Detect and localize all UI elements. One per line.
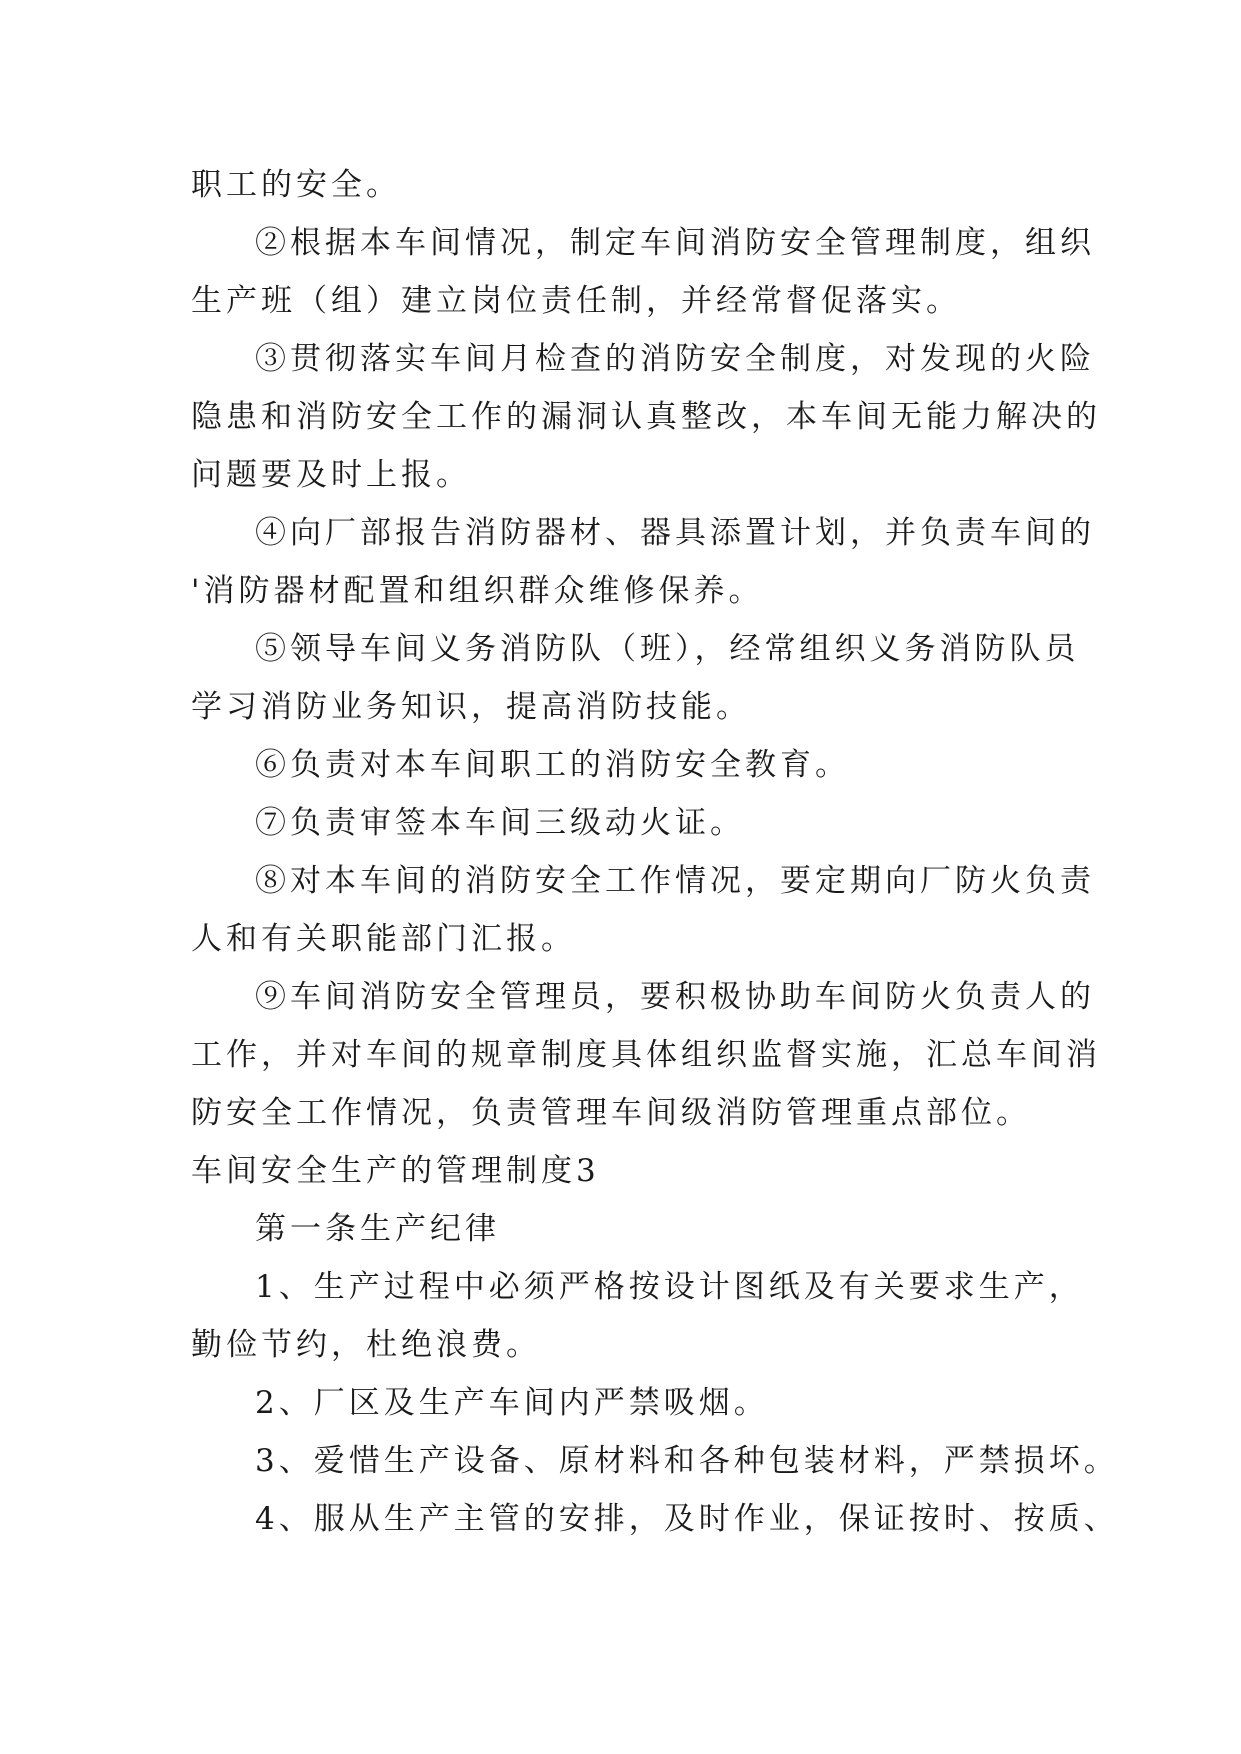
text-line: 勤俭节约，杜绝浪费。: [191, 1327, 541, 1363]
document-body: [191, 156, 1119, 1548]
text-line: ⑤领导车间义务消防队（班），经常组织义务消防队员: [255, 631, 1080, 667]
text-line: ⑦负责审签本车间三级动火证。: [255, 805, 745, 841]
text-line: '消防器材配置和组织群众维修保养。: [191, 573, 764, 609]
text-line: 人和有关职能部门汇报。: [191, 921, 576, 957]
text-line: ③贯彻落实车间月检查的消防安全制度，对发现的火险: [255, 341, 1095, 377]
text-line: 工作，并对车间的规章制度具体组织监督实施，汇总车间消: [191, 1037, 1101, 1073]
text-line: 生产班（组）建立岗位责任制，并经常督促落实。: [191, 283, 961, 319]
text-line: 学习消防业务知识，提高消防技能。: [191, 689, 751, 725]
text-line: 职工的安全。: [191, 167, 401, 203]
text-line: ②根据本车间情况，制定车间消防安全管理制度，组织: [255, 225, 1095, 261]
text-line: 第一条生产纪律: [255, 1211, 500, 1247]
text-line: 4、服从生产主管的安排，及时作业，保证按时、按质、: [255, 1501, 1119, 1537]
text-line: ⑧对本车间的消防安全工作情况，要定期向厂防火负责: [255, 863, 1095, 899]
text-line: 问题要及时上报。: [191, 457, 471, 493]
text-line: 3、爱惜生产设备、原材料和各种包装材料，严禁损坏。: [255, 1443, 1119, 1479]
text-line: 1、生产过程中必须严格按设计图纸及有关要求生产，: [255, 1269, 1084, 1305]
text-line: 2、厂区及生产车间内严禁吸烟。: [255, 1385, 769, 1421]
text-line: ⑥负责对本车间职工的消防安全教育。: [255, 747, 850, 783]
text-line: 车间安全生产的管理制度3: [191, 1153, 600, 1189]
text-line: ⑨车间消防安全管理员，要积极协助车间防火负责人的: [255, 979, 1095, 1015]
text-line: 隐患和消防安全工作的漏洞认真整改，本车间无能力解决的: [191, 399, 1101, 435]
text-line: ④向厂部报告消防器材、器具添置计划，并负责车间的: [255, 515, 1095, 551]
text-line: 防安全工作情况，负责管理车间级消防管理重点部位。: [191, 1095, 1031, 1131]
